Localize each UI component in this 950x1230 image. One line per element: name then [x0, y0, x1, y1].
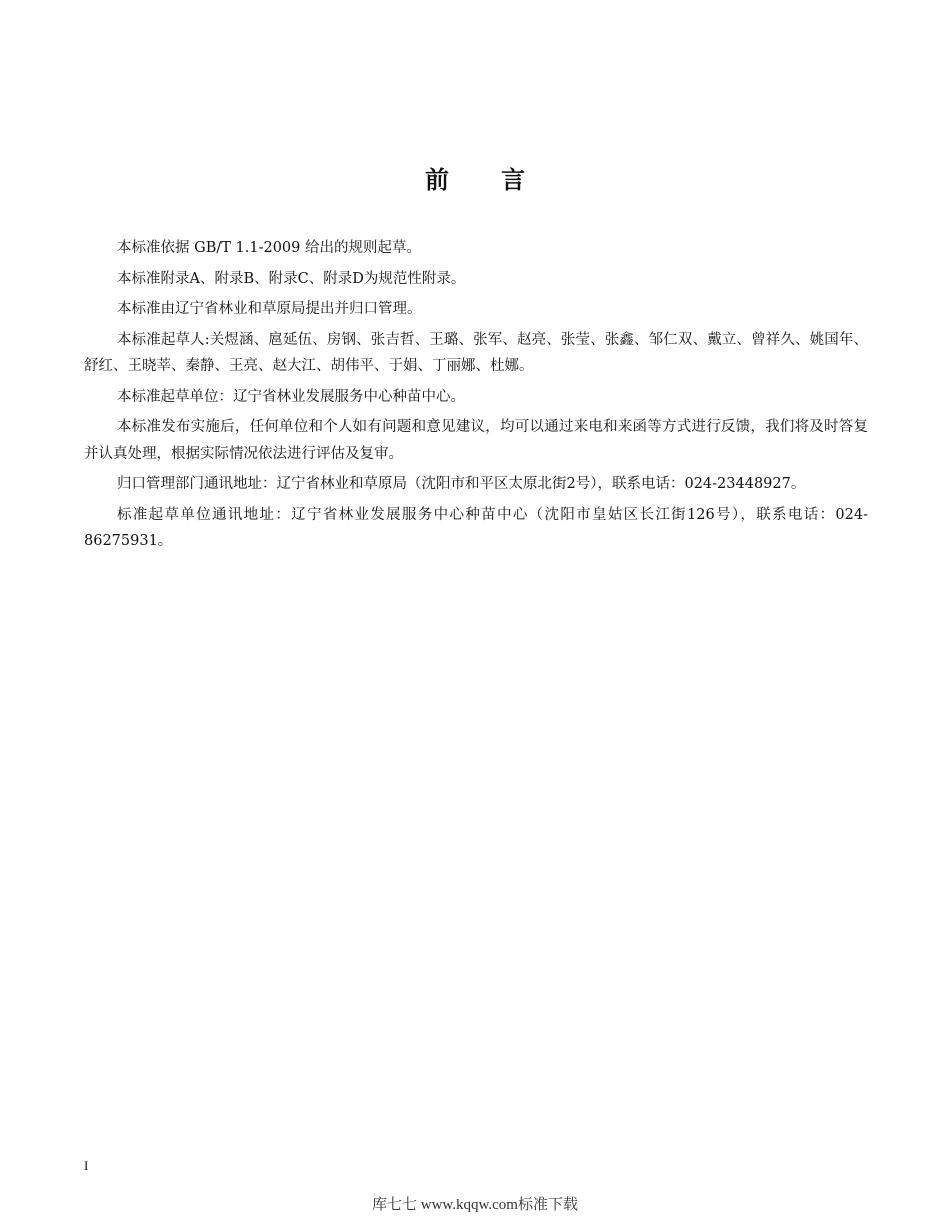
document-body: [84, 235, 868, 559]
paragraph-drafting-unit: 本标准起草单位：辽宁省林业发展服务中心种苗中心。: [117, 388, 465, 405]
page-title: 前言: [425, 166, 577, 194]
footer-watermark: 库七七 www.kqqw.com标准下载: [372, 1197, 578, 1213]
paragraph-proposer: 本标准由辽宁省林业和草原局提出并归口管理。: [117, 301, 422, 317]
paragraph-drafting-rules: 本标准依据 GB/T 1.1-2009 给出的规则起草。: [117, 240, 421, 256]
paragraph-drafters: 本标准起草人:关煜涵、扈延伍、房钢、张吉哲、王璐、张军、赵亮、张莹、张鑫、邹仁双、戴立、曾祥久、姚国年、舒红、王晓莘、秦静、王亮、赵大江、胡伟平、于娟、丁丽娜、杜娜。: [84, 331, 868, 374]
paragraph-drafter-address: 标准起草单位通讯地址：辽宁省林业发展服务中心种苗中心（沈阳市皇姑区长江街126号），联系电话：024-86275931。: [84, 506, 868, 549]
paragraph-appendices: 本标准附录A、附录B、附录C、附录D为规范性附录。: [117, 270, 466, 287]
paragraph-feedback: 本标准发布实施后，任何单位和个人如有问题和意见建议，均可以通过来电和来函等方式进行反馈，我们将及时答复并认真处理，根据实际情况依法进行评估及复审。: [84, 419, 868, 462]
paragraph-authority-address: 归口管理部门通讯地址：辽宁省林业和草原局（沈阳市和平区太原北街2号），联系电话：024-23448927。: [117, 476, 806, 492]
page-number: I: [84, 1158, 89, 1173]
